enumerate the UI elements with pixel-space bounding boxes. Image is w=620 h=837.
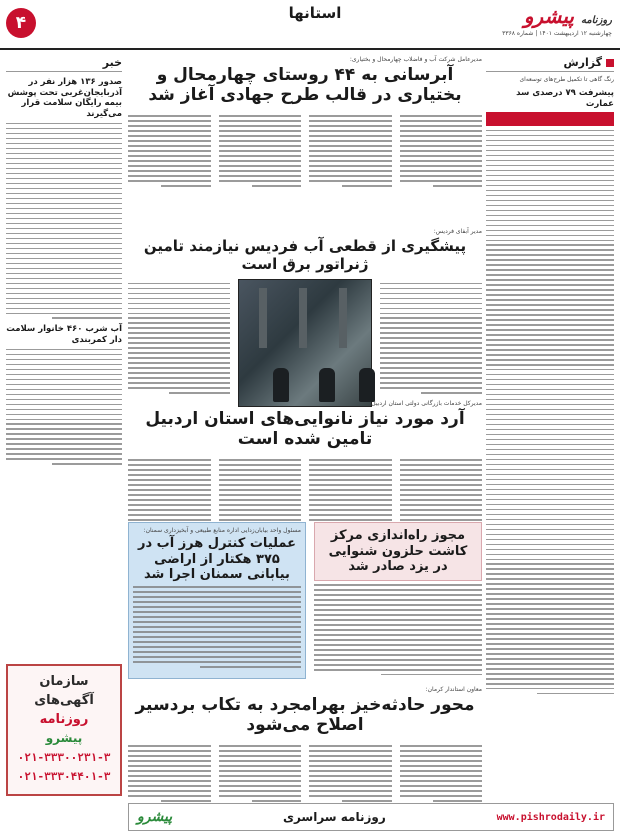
story6-headline: محور حادثه‌خیز بهرامجرد به تکاب بردسیر اصلاح می‌شود xyxy=(135,695,475,736)
story2-body xyxy=(128,279,482,407)
right-column-header: گزارش xyxy=(486,56,614,72)
footer-banner xyxy=(128,803,614,831)
generator-photo xyxy=(238,279,372,407)
page-number: ۴ xyxy=(6,8,36,38)
story5-box xyxy=(314,522,482,581)
stories-4-5-row xyxy=(128,522,482,679)
story-3 xyxy=(128,400,482,518)
website-link[interactable]: www.pishrodaily.ir xyxy=(496,811,605,823)
red-rule xyxy=(486,112,614,126)
story6-body xyxy=(128,742,482,805)
brand xyxy=(502,4,612,37)
footer-logo: پیشرو xyxy=(137,809,173,825)
story-2 xyxy=(128,228,482,396)
bullet-icon xyxy=(606,59,614,67)
story-1 xyxy=(128,56,482,224)
right-lead-kicker: رنگ گاهی تا تکمیل طرح‌های توسعه‌ای xyxy=(519,76,614,83)
footer-name: روزنامه سراسری xyxy=(282,810,386,824)
stories-4-5 xyxy=(128,522,482,682)
left-column-header: خبر xyxy=(6,56,122,72)
story3-headline: آرد مورد نیاز نانوایی‌های استان اردبیل تامین شده است xyxy=(145,409,465,450)
left-item2-body xyxy=(6,349,122,465)
story-4 xyxy=(128,522,306,679)
story5-headline: مجوز راه‌اندازی مرکز کاشت حلزون شنوایی در یزد صادر شد xyxy=(328,528,468,575)
story3-body xyxy=(128,456,482,529)
masthead xyxy=(0,0,620,50)
story-5 xyxy=(314,522,482,679)
story2-kicker: مدیر آبفای فردیس: xyxy=(433,228,482,235)
newspaper-logo: روزنامه پیشرو xyxy=(523,4,612,28)
middle-column xyxy=(128,56,482,832)
story1-kicker: مدیرعامل شرکت آب و فاضلاب چهارمحال و بختیاری: xyxy=(349,56,482,63)
advertisement-box xyxy=(6,664,122,796)
section-title: استانها xyxy=(288,4,342,22)
ad-line2: آگهی‌های xyxy=(34,693,94,708)
left-item2-title: آب شرب ۴۶۰ خانوار سلامت دار کمربندی xyxy=(6,323,122,345)
story4-kicker: مسئول واحد بیابان‌زدایی اداره منابع طبیعی و آبخیزداری سمنان: xyxy=(143,527,301,534)
story3-kicker: مدیرکل خدمات بازرگانی دولتی استان اردبیل: xyxy=(369,400,482,407)
story6-kicker: معاون استاندار کرمان: xyxy=(425,686,482,693)
ad-line3: روزنامه xyxy=(39,712,89,727)
story4-body xyxy=(133,586,301,667)
story2-headline: پیشگیری از قطعی آب فردیس نیازمند تامین ژنراتور برق است xyxy=(143,237,467,273)
story5-body xyxy=(314,584,482,675)
left-item1-body xyxy=(6,123,122,319)
ad-phone2: ۰۲۱-۳۳۳۰۴۴۰۱-۳ xyxy=(17,770,111,783)
ad-phone1: ۰۲۱-۳۳۳۰۰۲۳۱-۳ xyxy=(17,751,111,764)
ad-line1: سازمان xyxy=(39,674,89,689)
right-column xyxy=(486,56,614,832)
right-lead-title: پیشرفت ۷۹ درصدی سد عمارت xyxy=(516,88,614,109)
ad-line4: پیشرو xyxy=(45,731,83,745)
story-6 xyxy=(128,686,482,796)
left-column xyxy=(6,56,122,832)
story1-headline: آبرسانی به ۴۴ روستای چهارمحال و بختیاری در قالب طرح جهادی آغاز شد xyxy=(148,65,462,106)
story4-headline: عملیات کنترل هرز آب در ۳۷۵ هکتار از اراضی بیابانی سمنان اجرا شد xyxy=(137,536,297,583)
left-item1-title: صدور ۱۳۶ هزار نفر در آذربایجان‌غربی تحت پوشش بیمه رایگان سلامت قرار می‌گیرند xyxy=(7,77,122,119)
right-article-body xyxy=(486,130,614,695)
date-line: چهارشنبه ۱۲ اردیبهشت ۱۴۰۱ | شماره ۳۳۶۸ xyxy=(502,30,612,37)
story1-body xyxy=(128,112,482,190)
